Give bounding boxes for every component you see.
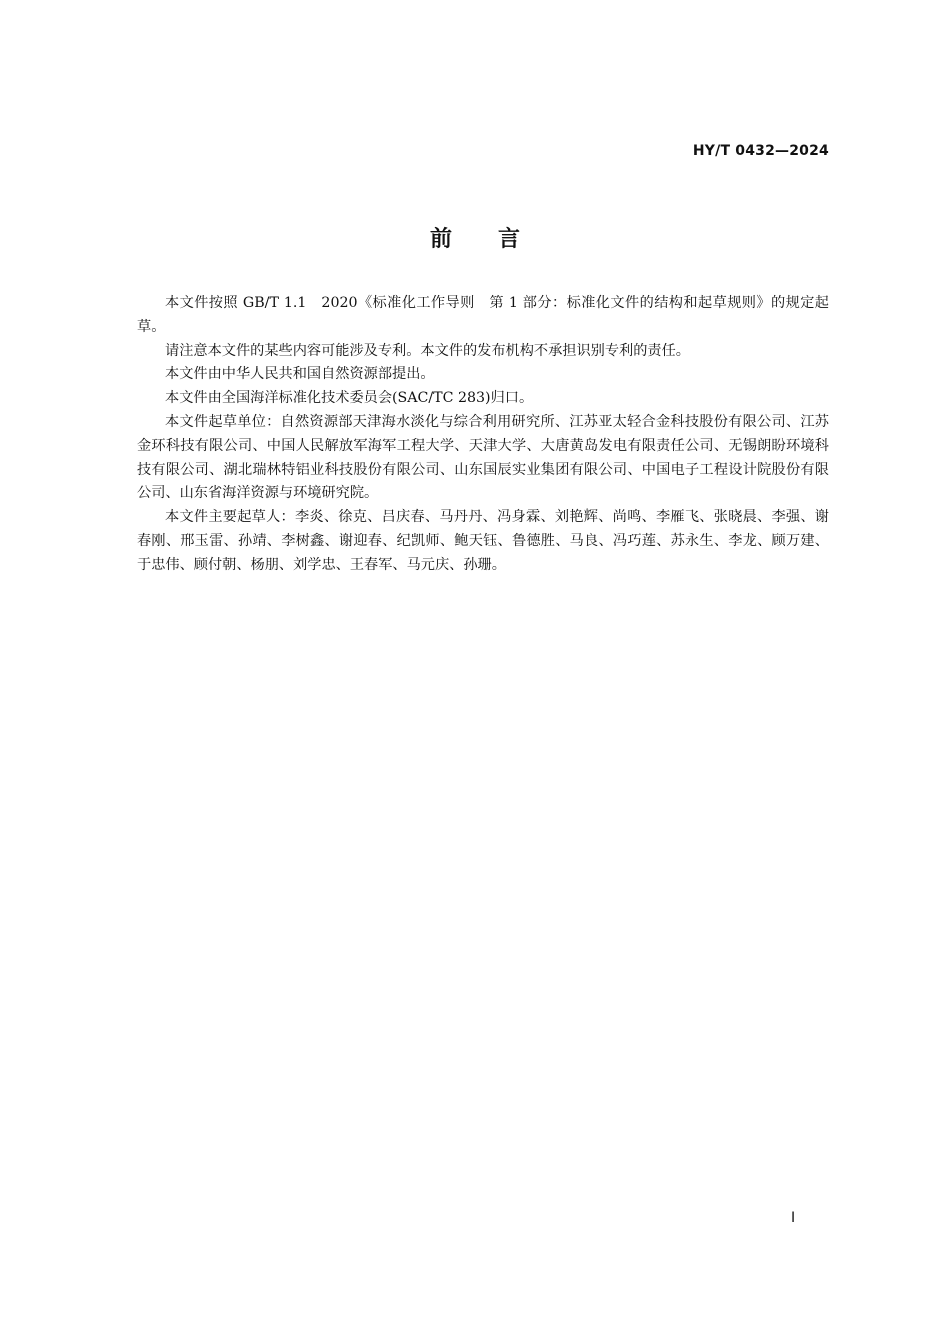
page-number: I xyxy=(791,1210,796,1226)
page-title xyxy=(0,222,950,253)
paragraph-drafting-rules: 本文件按照 GB/T 1.1 2020《标准化工作导则 第 1 部分：标准化文件的结构和起草规则》的规定起草。 xyxy=(137,295,829,335)
paragraph-drafters: 本文件主要起草人：李炎、徐克、吕庆春、马丹丹、冯身霖、刘艳辉、尚鸣、李雁飞、张晓晨、李强、谢春刚、邢玉雷、孙靖、李树鑫、谢迎春、纪凯师、鲍天钰、鲁德胜、马良、冯巧莲、苏永生、李龙、顾万建、于忠伟、顾付朝、杨朋、刘学忠、王春军、马元庆、孙珊。 xyxy=(137,509,829,573)
paragraph-under-jurisdiction: 本文件由全国海洋标准化技术委员会(SAC/TC 283)归口。 xyxy=(165,390,534,407)
foreword-body xyxy=(137,292,829,578)
title-char-2: 言 xyxy=(498,227,521,252)
paragraph-patent-notice: 请注意本文件的某些内容可能涉及专利。本文件的发布机构不承担识别专利的责任。 xyxy=(165,342,690,359)
paragraph-drafting-units: 本文件起草单位：自然资源部天津海水淡化与综合利用研究所、江苏亚太轻合金科技股份有限公司、江苏金环科技有限公司、中国人民解放军海军工程大学、天津大学、大唐黄岛发电有限责任公司、无锡朗盼环境科技有限公司、湖北瑞林特铝业科技股份有限公司、山东国辰实业集团有限公司、中国电子工程设计院股份有限公司、山东省海洋资源与环境研究院。 xyxy=(137,413,829,502)
title-char-1: 前 xyxy=(429,227,452,252)
paragraph-proposed-by: 本文件由中华人民共和国自然资源部提出。 xyxy=(165,366,435,383)
standard-code: HY/T 0432—2024 xyxy=(692,143,829,159)
